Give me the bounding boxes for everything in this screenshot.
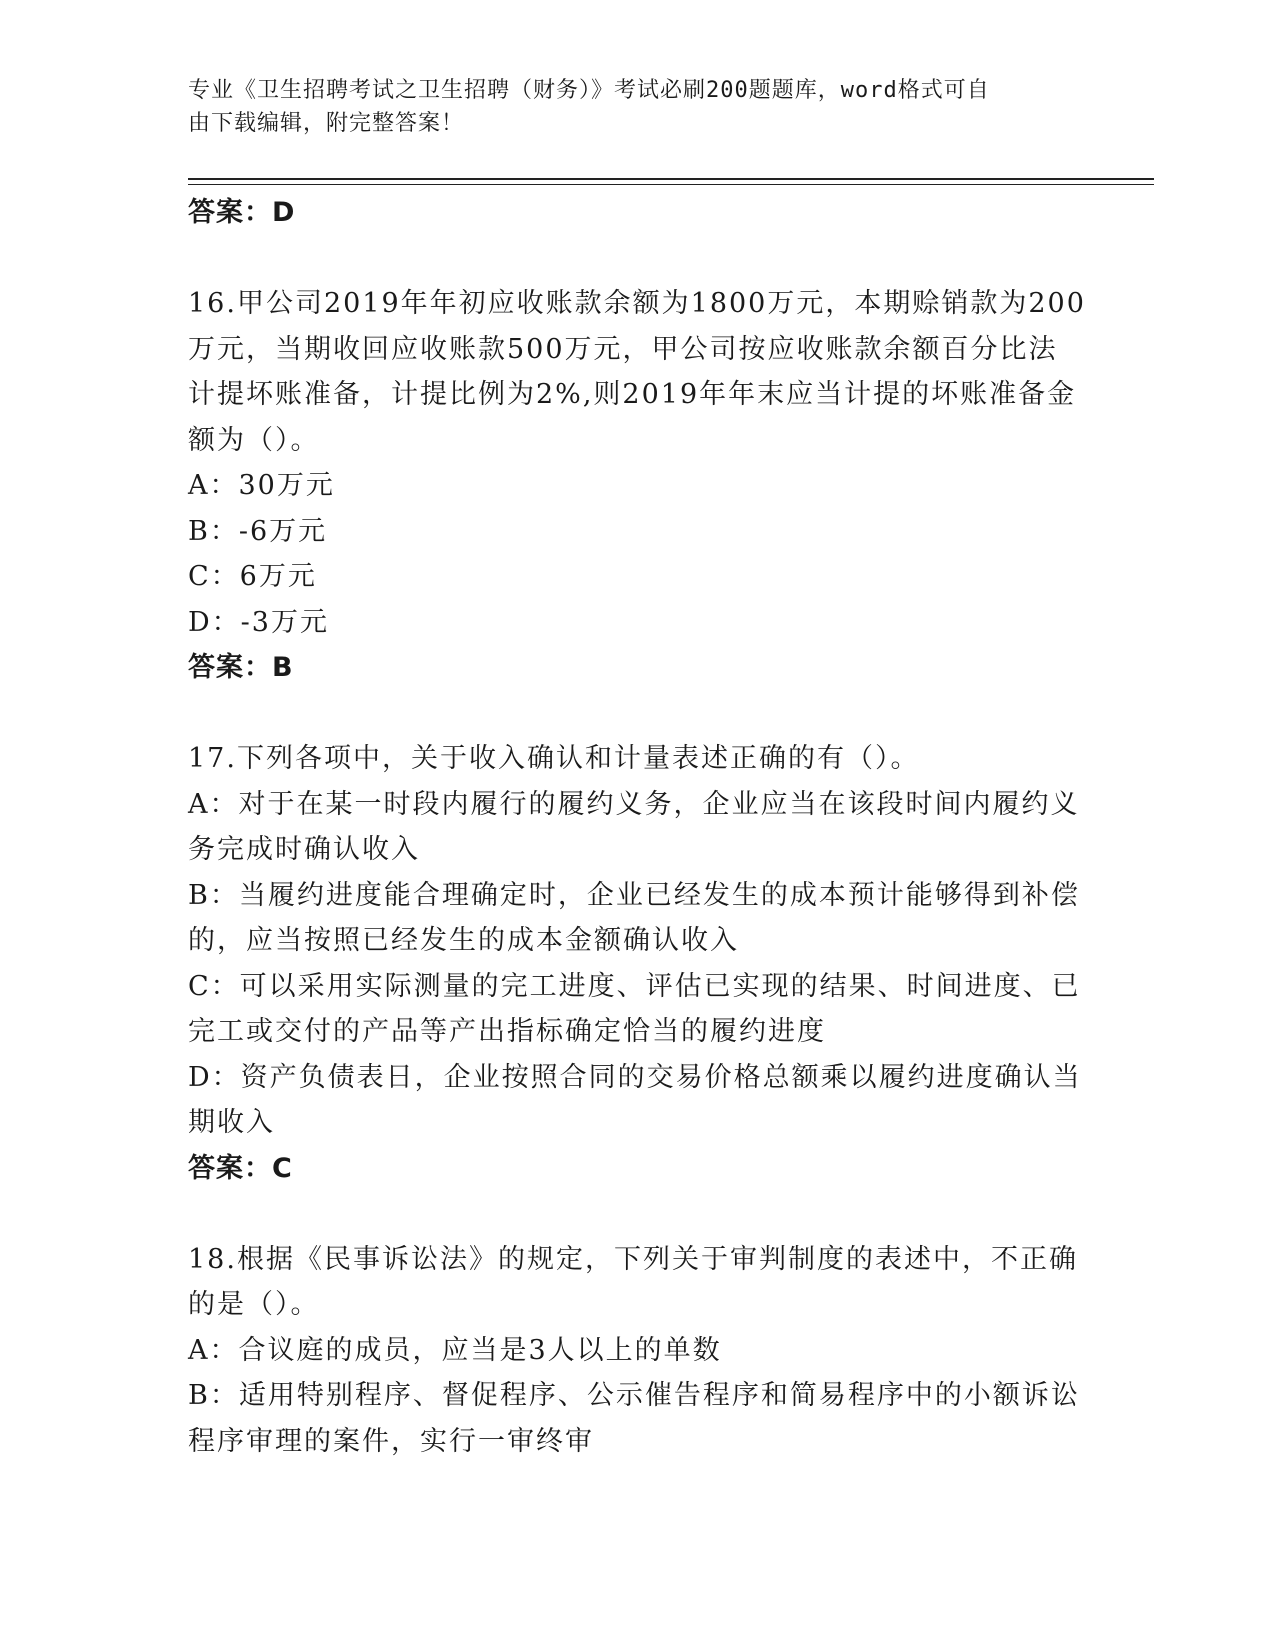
question-text-line: 万元，当期收回应收账款500万元，甲公司按应收账款余额百分比法 [188, 333, 1058, 365]
spacer [188, 236, 1088, 282]
option-d: D：资产负债表日，企业按照合同的交易价格总额乘以履约进度确认当 [188, 1061, 1082, 1093]
document-header [188, 74, 1068, 140]
option-b-cont: 程序审理的案件，实行一审终审 [188, 1425, 594, 1457]
option-a: A：对于在某一时段内履行的履约义务，企业应当在该段时间内履约义 [188, 788, 1080, 820]
option-d: D：-3万元 [188, 606, 329, 638]
question-18 [188, 1237, 1088, 1465]
question-text-line: 额为（）。 [188, 424, 320, 456]
option-a-cont: 务完成时确认收入 [188, 834, 420, 865]
question-text-line: 17.下列各项中，关于收入确认和计量表述正确的有（）。 [188, 743, 920, 774]
option-b-cont: 的，应当按照已经发生的成本金额确认收入 [188, 925, 739, 956]
question-text-line: 计提坏账准备，计提比例为2%,则2019年年末应当计提的坏账准备金 [188, 379, 1077, 410]
answer-line: 答案：C [188, 1152, 293, 1184]
option-b: B：当履约进度能合理确定时，企业已经发生的成本预计能够得到补偿 [188, 879, 1080, 911]
question-text-line: 16.甲公司2019年年初应收账款余额为1800万元，本期赊销款为200 [188, 288, 1086, 319]
option-a: A：30万元 [188, 470, 335, 501]
question-16 [188, 281, 1088, 691]
question-17 [188, 736, 1088, 1191]
question-text-line: 18.根据《民事诉讼法》的规定，下列关于审判制度的表述中，不正确 [188, 1243, 1078, 1275]
header-line: 专业《卫生招聘考试之卫生招聘（财务）》考试必刷200题题库，word格式可自 [188, 78, 990, 103]
answer-line: 答案：B [188, 652, 294, 683]
header-divider [188, 178, 1154, 180]
option-b: B：-6万元 [188, 515, 328, 547]
question-text-line: 的是（）。 [188, 1289, 320, 1320]
option-a: A：合议庭的成员，应当是3人以上的单数 [188, 1334, 722, 1366]
spacer [188, 1191, 1088, 1237]
header-divider-thin [188, 184, 1154, 185]
document-body [188, 190, 1088, 1464]
option-c: C：6万元 [188, 561, 317, 592]
option-d-cont: 期收入 [188, 1107, 275, 1138]
header-line: 由下载编辑，附完整答案！ [188, 111, 465, 136]
option-c-cont: 完工或交付的产品等产出指标确定恰当的履约进度 [188, 1016, 826, 1047]
answer-line: 答案：D [188, 197, 296, 228]
option-b: B：适用特别程序、督促程序、公示催告程序和简易程序中的小额诉讼 [188, 1380, 1080, 1411]
option-c: C：可以采用实际测量的完工进度、评估已实现的结果、时间进度、已 [188, 970, 1081, 1002]
spacer [188, 691, 1088, 737]
